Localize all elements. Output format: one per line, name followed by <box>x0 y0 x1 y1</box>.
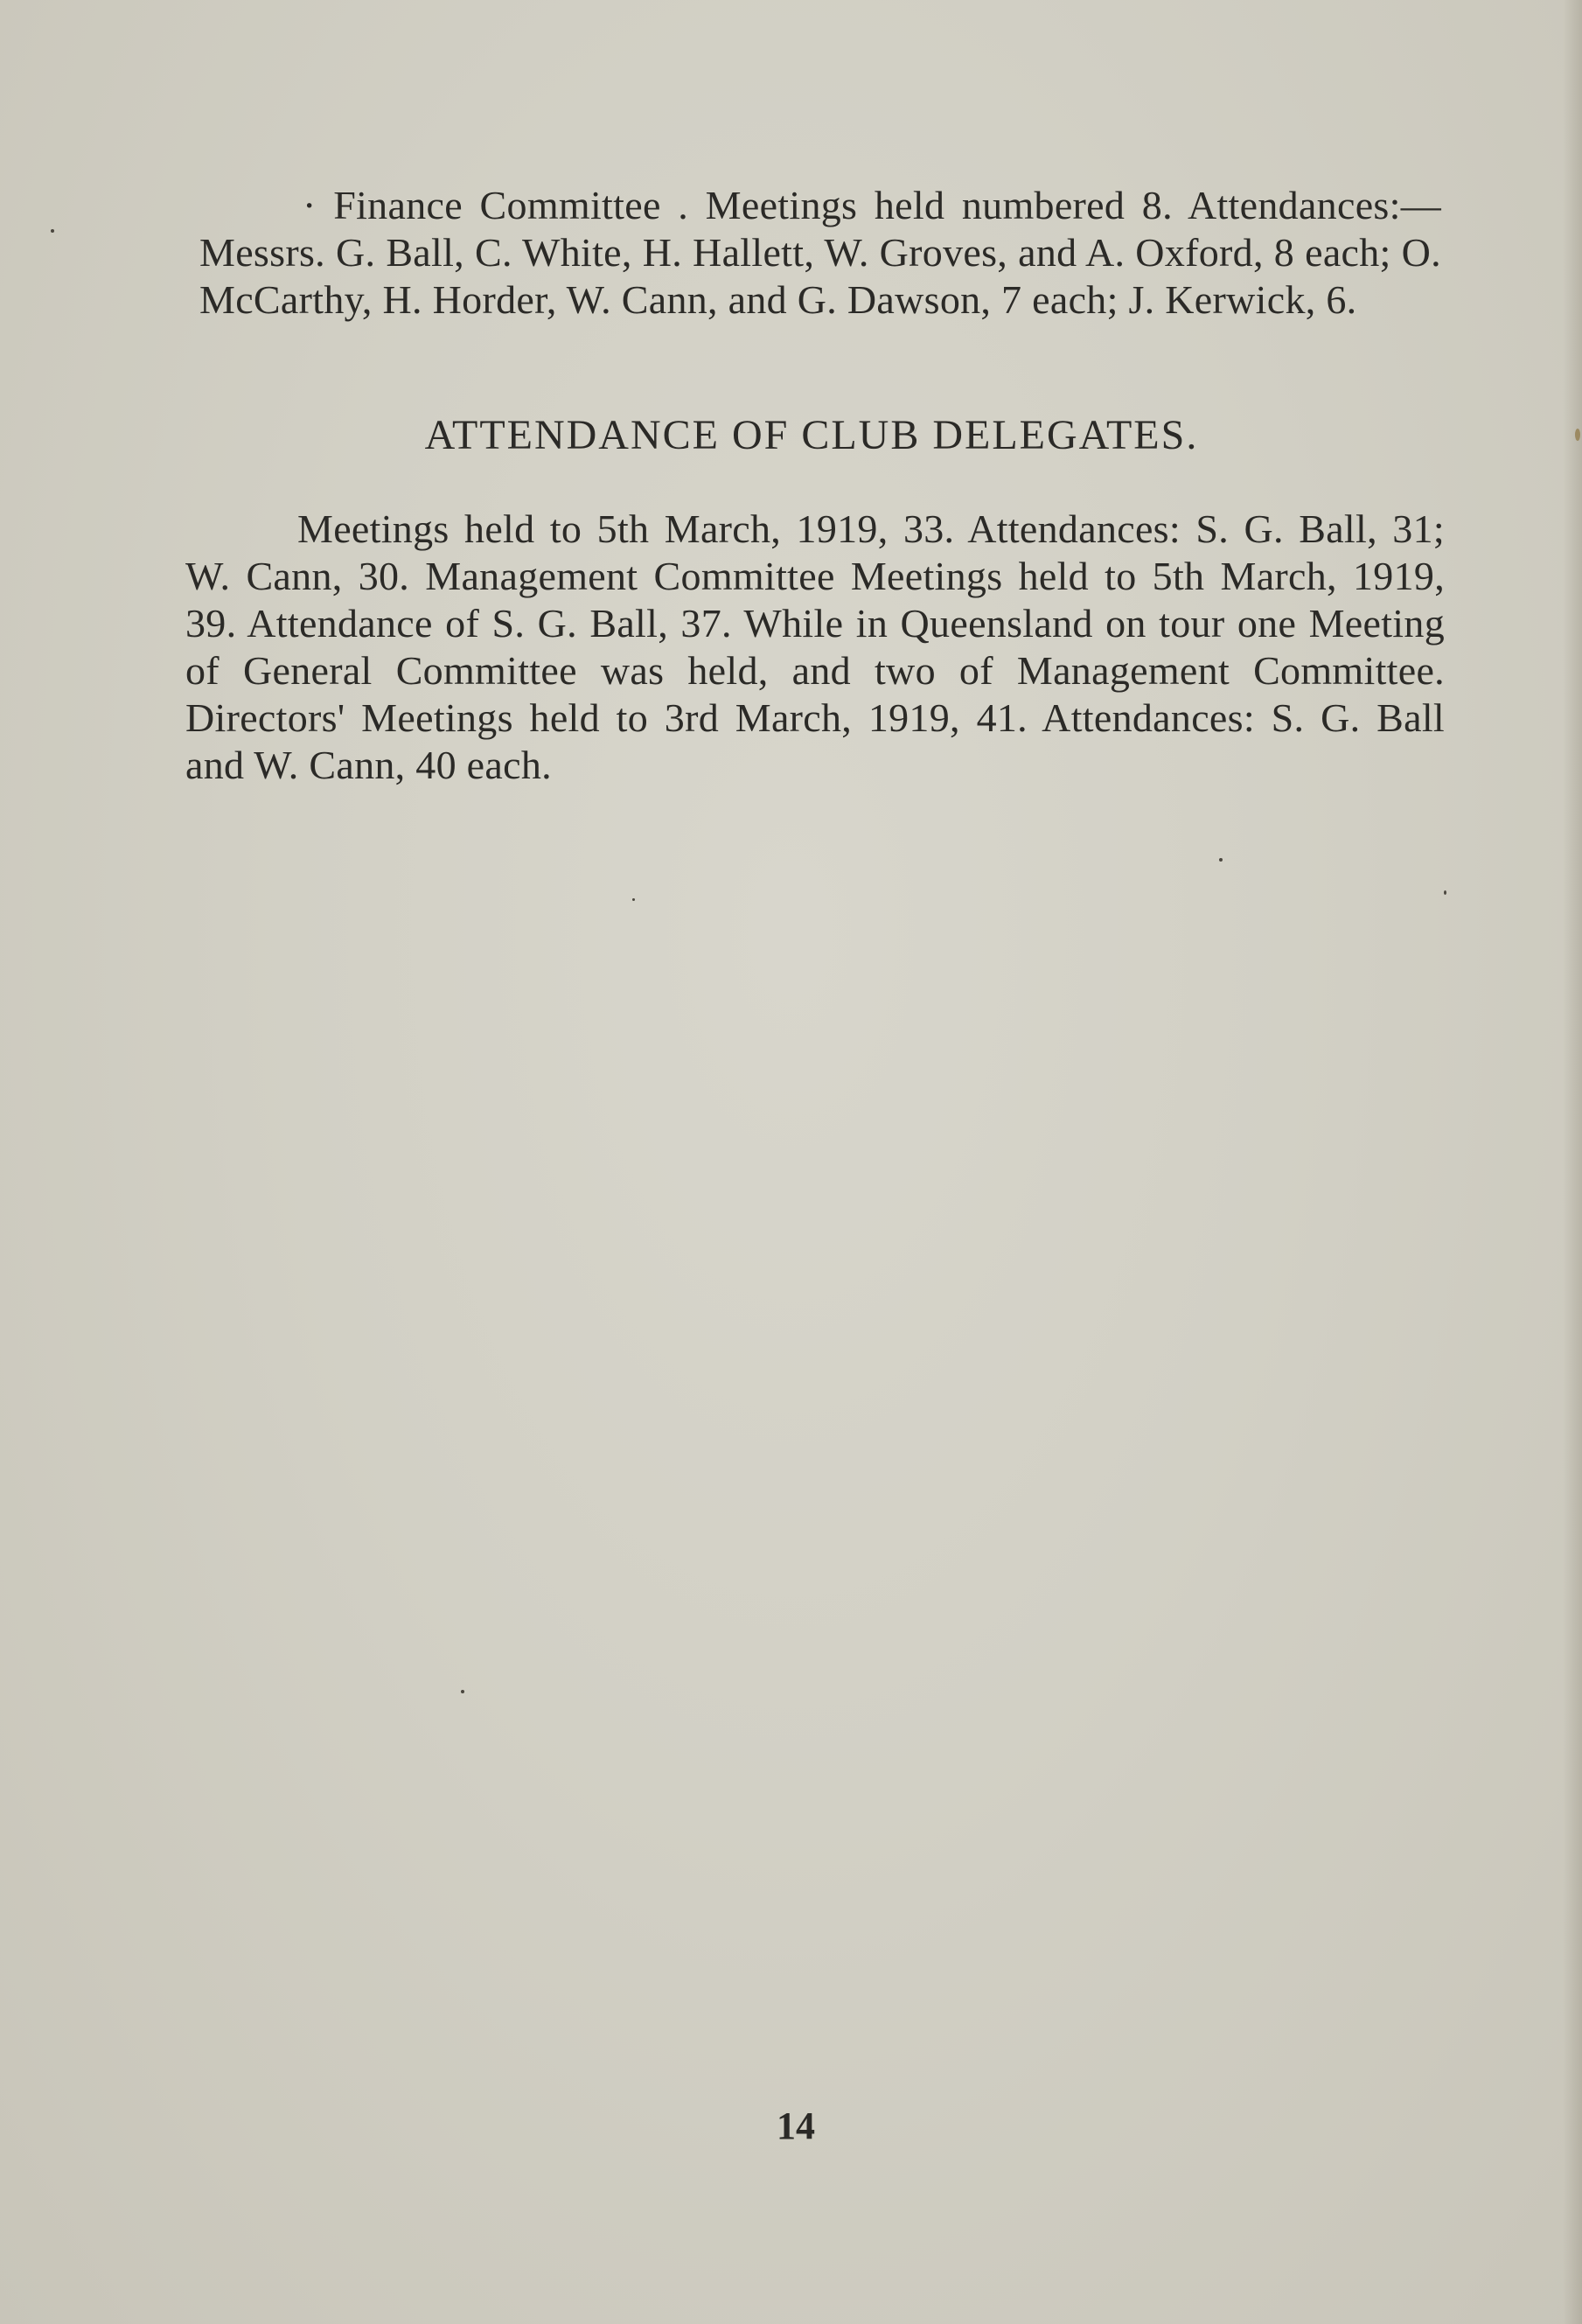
paper-speck <box>632 898 635 901</box>
paper-speck <box>51 229 54 233</box>
finance-committee-paragraph: · Finance Committee . Meetings held numbered 8. Attendances:—Messrs. G. Ball, C. White, H. Hallett, W. Groves, and A. Oxford, 8 each; O. McCarthy, H. Horder, W. Cann, and G. Dawson, 7 each; J. Kerwick, 6. <box>199 183 1441 322</box>
page-number: 14 <box>777 2104 815 2147</box>
club-delegates-paragraph: Meetings held to 5th March, 1919, 33. Attendances: S. G. Ball, 31; W. Cann, 30. Management Committee Meetings held to 5th March, 1919, 39. Attendance of S. G. Ball, 37. While in Queensland on tour one Meeting of General Committee was held, and two of Management Committee. Directors' Meetings held to 3rd March, 1919, 41. Attendances: S. G. Ball and W. Cann, 40 each. <box>185 506 1445 787</box>
paper-speck <box>1444 890 1446 895</box>
club-delegates-heading: ATTENDANCE OF CLUB DELEGATES. <box>424 412 1199 458</box>
paper-speck <box>1219 858 1223 862</box>
paper-speck <box>1575 429 1580 441</box>
page-edge-shadow <box>1563 0 1582 2324</box>
paper-speck <box>461 1690 464 1693</box>
